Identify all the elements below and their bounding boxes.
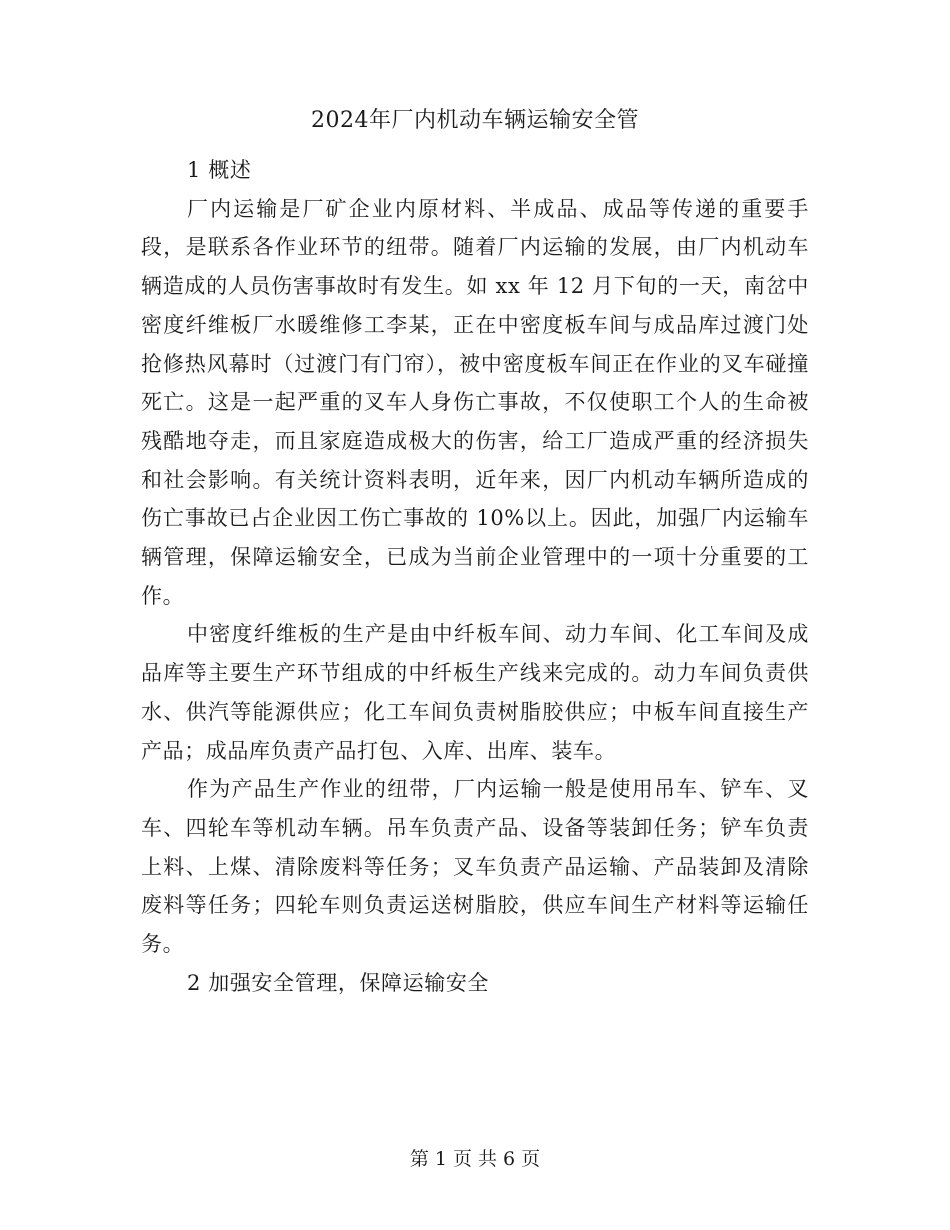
section-heading-safety: 2 加强安全管理，保障运输安全 (187, 970, 490, 995)
page-number-footer: 第 1 页 共 6 页 (409, 1148, 541, 1170)
document-title: 2024年厂内机动车辆运输安全管 (311, 108, 639, 133)
paragraph-production-line: 中密度纤维板的生产是由中纤板车间、动力车间、化工车间及成品库等主要生产环节组成的中纤板生产线来完成的。动力车间负责供水、供汽等能源供应；化工车间负责树脂胶供应；中板车间直接生产产品；成品库负责产品打包、入库、出库、装车。 (141, 622, 809, 763)
paragraph-intro: 厂内运输是厂矿企业内原材料、半成品、成品等传递的重要手段，是联系各作业环节的纽带。随着厂内运输的发展，由厂内机动车辆造成的人员伤害事故时有发生。如 xx 年 12 月下旬的一天，南岔中密度纤维板厂水暖维修工李某，正在中密度板车间与成品库过渡门处抢修热风幕时（过渡门有门帘），被中密度板车间正在作业的叉车碰撞死亡。这是一起严重的叉车人身伤亡事故，不仅使职工个人的生命被残酷地夺走，而且家庭造成极大的伤害，给工厂造成严重的经济损失和社会影响。有关统计资料表明，近年来，因厂内机动车辆所造成的伤亡事故已占企业因工伤亡事故的 10%以上。因此，加强厂内运输车辆管理，保障运输安全，已成为当前企业管理中的一项十分重要的工作。 (141, 196, 809, 608)
paragraph-transport-vehicles: 作为产品生产作业的纽带，厂内运输一般是使用吊车、铲车、叉车、四轮车等机动车辆。吊车负责产品、设备等装卸任务；铲车负责上料、上煤、清除废料等任务；叉车负责产品运输、产品装卸及清除废料等任务；四轮车则负责运送树脂胶，供应车间生产材料等运输任务。 (141, 777, 809, 957)
section-heading-overview: 1 概述 (187, 158, 252, 182)
document-body (141, 151, 809, 1002)
